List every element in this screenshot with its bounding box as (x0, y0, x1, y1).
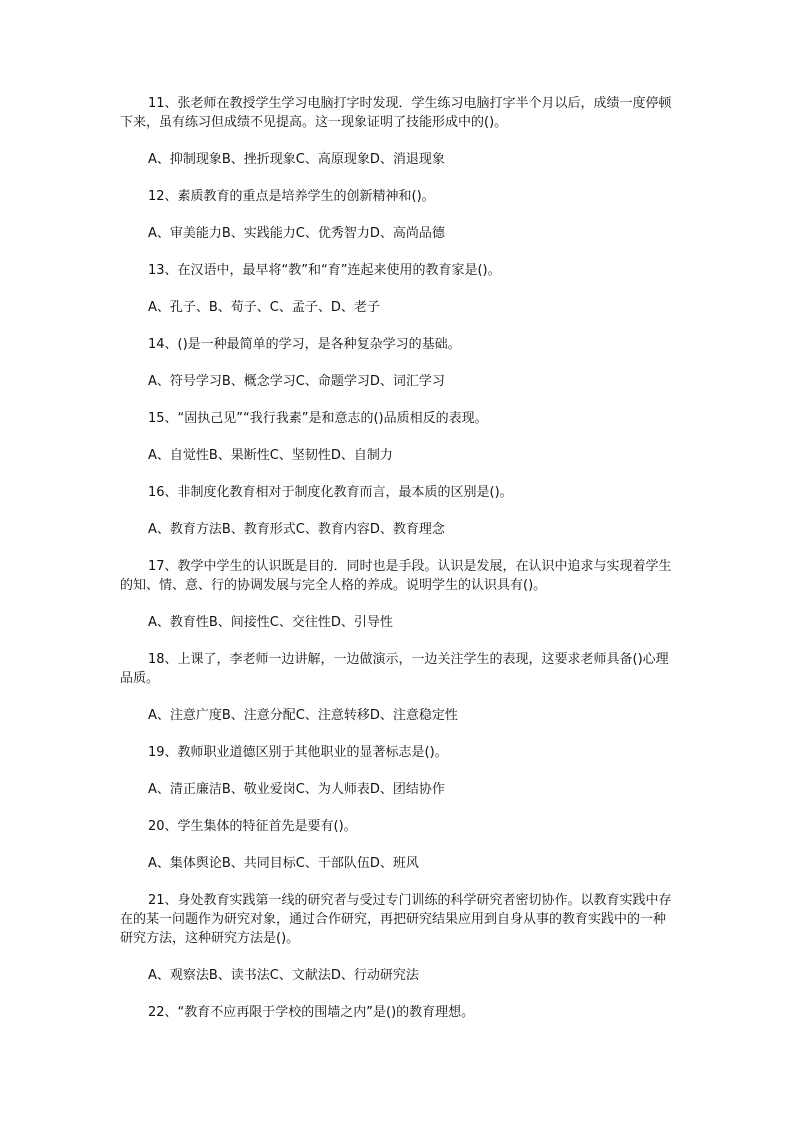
question-18: 18、上课了，李老师一边讲解，一边做演示，一边关注学生的表现，这要求老师具备()心理品质。 (120, 652, 669, 686)
question-12: 12、素质教育的重点是培养学生的创新精神和()。 (148, 189, 435, 204)
options-14: A、符号学习B、概念学习C、命题学习D、词汇学习 (148, 374, 445, 389)
question-19: 19、教师职业道德区别于其他职业的显著标志是()。 (148, 745, 448, 760)
question-17: 17、教学中学生的认识既是目的．同时也是手段。认识是发展，在认识中追求与实现着学生的知、情、意、行的协调发展与完全人格的养成。说明学生的认识具有()。 (120, 559, 672, 593)
question-14: 14、()是一种最简单的学习，是各种复杂学习的基础。 (148, 337, 461, 352)
options-18: A、注意广度B、注意分配C、注意转移D、注意稳定性 (148, 708, 458, 723)
options-17: A、教育性B、间接性C、交往性D、引导性 (148, 615, 393, 630)
question-13: 13、在汉语中，最早将“教”和“育”连起来使用的教育家是()。 (148, 263, 501, 278)
document-page (120, 94, 678, 1040)
question-21: 21、身处教育实践第一线的研究者与受过专门训练的科学研究者密切协作。以教育实践中存在的某一问题作为研究对象，通过合作研究，再把研究结果应用到自身从事的教育实践中的一种研究方法，这种研究方法是()。 (120, 893, 672, 946)
options-19: A、清正廉洁B、敬业爱岗C、为人师表D、团结协作 (148, 782, 445, 797)
options-15: A、自觉性B、果断性C、坚韧性D、自制力 (148, 448, 393, 463)
options-12: A、审美能力B、实践能力C、优秀智力D、高尚品德 (148, 226, 445, 241)
question-20: 20、学生集体的特征首先是要有()。 (148, 819, 357, 834)
question-22: 22、“教育不应再限于学校的围墙之内”是()的教育理想。 (148, 1005, 475, 1020)
question-11: 11、张老师在教授学生学习电脑打字时发现．学生练习电脑打字半个月以后，成绩一度停顿下来，虽有练习但成绩不见提高。这一现象证明了技能形成中的()。 (120, 96, 672, 130)
question-16: 16、非制度化教育相对于制度化教育而言，最本质的区别是()。 (148, 485, 513, 500)
question-15: 15、“固执己见”“我行我素”是和意志的()品质相反的表现。 (148, 411, 488, 426)
options-20: A、集体舆论B、共同目标C、干部队伍D、班风 (148, 856, 419, 871)
options-13: A、孔子、B、荀子、C、孟子、D、老子 (148, 300, 380, 315)
options-16: A、教育方法B、教育形式C、教育内容D、教育理念 (148, 522, 445, 537)
options-11: A、抑制现象B、挫折现象C、高原现象D、消退现象 (148, 152, 445, 167)
options-21: A、观察法B、读书法C、文献法D、行动研究法 (148, 968, 419, 983)
